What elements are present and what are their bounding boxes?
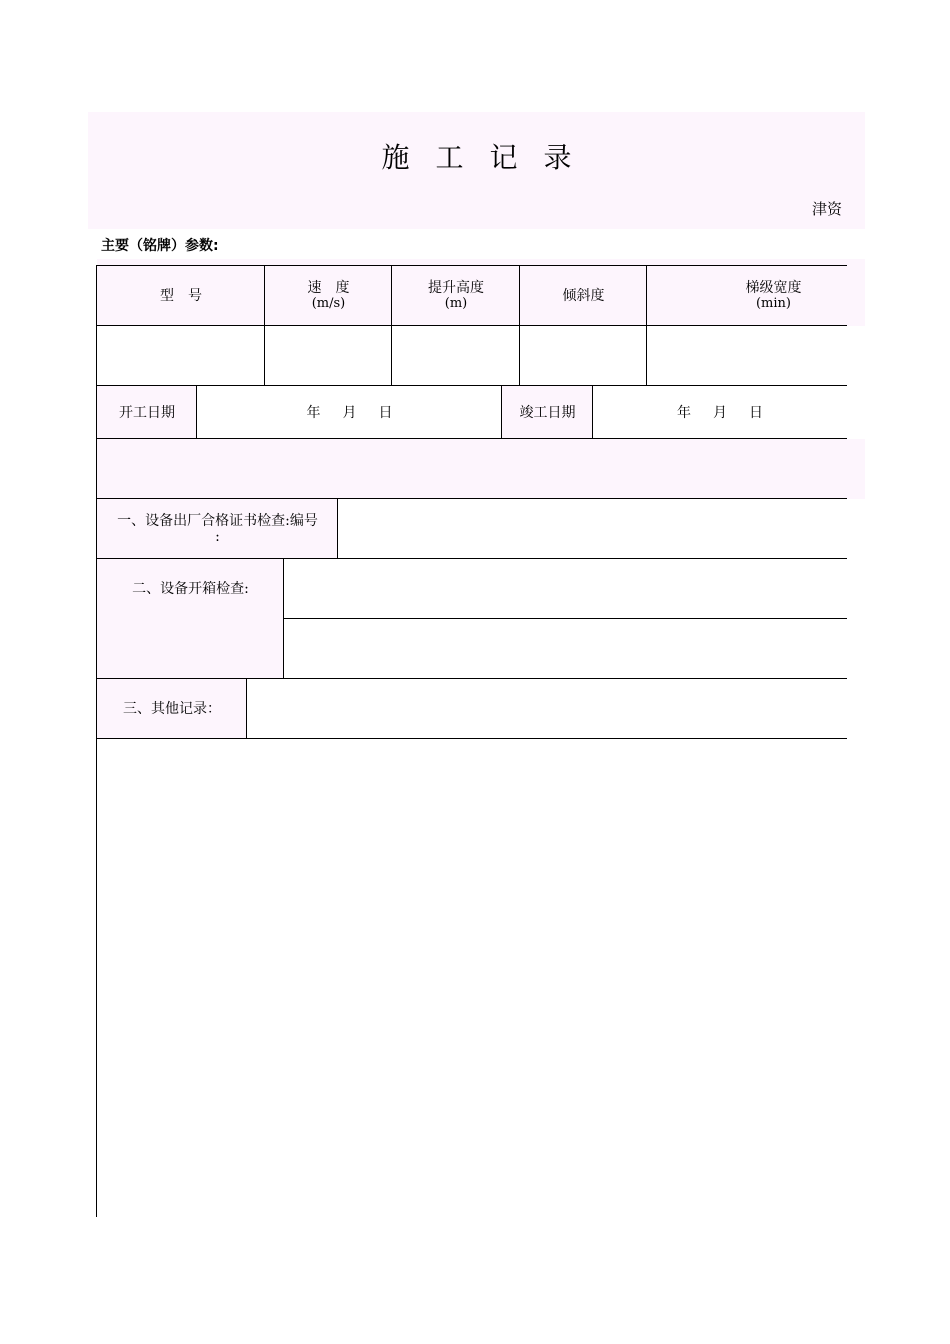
other-records-field[interactable]: [247, 679, 847, 738]
spec-col-inclination-label: 倾斜度: [562, 288, 605, 304]
start-date-day: 日: [378, 404, 393, 421]
other-records-label: 三、其他记录：: [123, 700, 221, 717]
end-date-day: 日: [749, 404, 763, 421]
spec-col-inclination: [520, 266, 647, 326]
rule-spec-bottom: [96, 385, 847, 386]
certificate-label: [97, 499, 338, 558]
spec-value-inclination[interactable]: [520, 326, 647, 386]
rule-spec-mid: [96, 325, 847, 326]
spec-col-lift-height: [392, 266, 520, 326]
spec-col-lift-height-unit: (m): [444, 296, 468, 311]
rule-spec-col-3: [519, 265, 520, 386]
rule-cert-bottom: [96, 558, 847, 559]
certificate-label-text: 一、设备出厂合格证书检查:编号: [117, 512, 318, 529]
spec-col-model: [97, 266, 265, 326]
end-date-label: 竣工日期: [519, 404, 576, 421]
spec-col-model-label: 型 号: [160, 288, 202, 304]
rule-date-col-3: [592, 385, 593, 439]
rule-band-bottom: [96, 498, 847, 499]
start-date-value[interactable]: [197, 386, 502, 439]
spec-col-speed-unit: (m/s): [311, 296, 346, 311]
rule-unboxing-mid: [284, 618, 847, 619]
rule-other-bottom: [96, 738, 847, 739]
rule-left-border: [96, 265, 97, 1217]
spec-col-lift-height-label: 提升高度: [428, 280, 484, 296]
spec-col-step-width: [647, 266, 900, 326]
spec-col-step-width-label: 梯级宽度: [745, 280, 802, 296]
other-records-area[interactable]: [98, 739, 847, 1217]
rule-unboxing-bottom: [96, 678, 847, 679]
spec-value-lift-height[interactable]: [392, 326, 520, 386]
end-date-value[interactable]: [593, 386, 847, 439]
blank-band: [97, 439, 865, 499]
start-date-label: 开工日期: [119, 404, 175, 421]
spec-value-model[interactable]: [97, 326, 265, 386]
certificate-label-colon: :: [215, 528, 220, 545]
rule-unboxing-col: [283, 558, 284, 679]
spec-value-speed[interactable]: [265, 326, 392, 386]
unboxing-field-2[interactable]: [284, 619, 847, 678]
end-date-year: 年: [677, 404, 691, 421]
corner-text: 津资: [811, 200, 842, 218]
rule-cert-col: [337, 498, 338, 559]
unboxing-label: 二、设备开箱检查:: [132, 580, 249, 597]
spec-col-speed: [265, 266, 392, 326]
end-date-month: 月: [713, 404, 727, 421]
rule-spec-col-4: [646, 265, 647, 386]
rule-date-col-2: [501, 385, 502, 439]
rule-other-col: [246, 678, 247, 739]
params-label: 主要（铭牌）参数:: [101, 238, 219, 254]
start-date-year: 年: [306, 404, 321, 421]
spec-col-speed-label: 速 度: [307, 280, 350, 296]
unboxing-field-1[interactable]: [284, 559, 847, 618]
rule-spec-top: [96, 265, 847, 266]
start-date-month: 月: [342, 404, 357, 421]
spec-col-step-width-unit: (min): [755, 296, 791, 311]
spec-value-step-width[interactable]: [647, 326, 847, 386]
rule-spec-col-1: [264, 265, 265, 386]
rule-dates-bottom: [96, 438, 847, 439]
page-title: 施工记录: [381, 141, 598, 174]
certificate-number-field[interactable]: [338, 499, 847, 558]
rule-spec-col-2: [391, 265, 392, 386]
rule-date-col-1: [196, 385, 197, 439]
